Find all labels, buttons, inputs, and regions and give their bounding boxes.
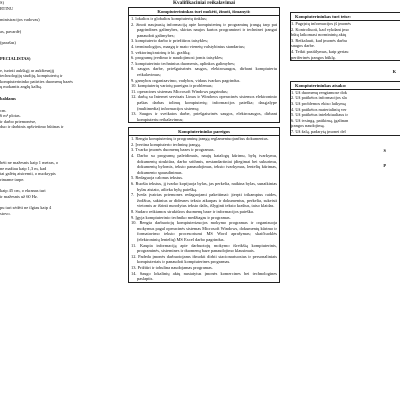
section-letter: K (392, 69, 396, 75)
left-column (0, 0, 120, 217)
spacer (0, 140, 120, 150)
page-title: Kvalifikaciniai reikalavimai (172, 0, 235, 6)
list-item: 6. Už tvsingą, patikimą, įgalinan (291, 117, 349, 123)
text-line: stovo. (0, 211, 11, 217)
text-line: (parašas) (0, 40, 16, 46)
duties-box (128, 127, 280, 282)
list-item: 10. kompiuterių variotų pareigas ir problemas; (131, 83, 213, 89)
list-item: 14. Saugo lokalinių aktų nustatytus įmonės komercines bei technologines paslaptis. (131, 270, 277, 282)
list-item: 11. operacines sistemas Microsoft Windows pagrindus; (131, 88, 228, 94)
spacer (290, 153, 400, 163)
list-item: 13. Prižiūri ir tobulina naudojamas programas. (131, 264, 213, 270)
text-line: ne mažiau kaip 1,3 m, kad (0, 165, 47, 171)
bold-line: baldams (0, 95, 16, 101)
list-item: 11. Kaupia informaciją apie darbuotojų mokymo išreikštą kompiuterinis, programinės, sistemines ir duomenų baze panaudojimo klausimais. (131, 242, 277, 254)
list-item: 9. Įgyja kompiuterinio techniko medžiagas ir programas. (131, 214, 231, 220)
list-item: 7. Įveda įvairias priemones redaguojami pakeitimai: įterpti trikampius raides, žodžius, sakinius ar didesnes teksto atkarpas ir dokumentus, perkelia, sukeisti vietomis ar išrinti nurodytus teksto dalis, išlyginti teksto kraštus, taiso klaidas. (131, 192, 277, 209)
text-line: technologijų studijų, kompiuterių ir (0, 73, 63, 79)
right-column (290, 0, 400, 169)
text-line: ir mažesnis už 60 Hz. (0, 193, 38, 199)
box-header: Kompiuterininkas atsako: (291, 82, 400, 90)
list-item: 12. Padeda įmonės darbuotojams išmokti dirbti stacionariuosius ir personaliniais kompiuteriais ir panaudoti kompiuterines programas. (131, 253, 277, 265)
section-letter: S (383, 147, 386, 153)
list-item: 2. Įvertina kompiuterio techninę įrangą. (131, 141, 201, 147)
list-item: 8. saugos darbe, priešgaisrinės saugos, elektrosaugos, dirbant kompiuteriu reikalavimus; (131, 66, 277, 77)
list-item: periferinės įrangos būklę. (291, 54, 336, 60)
list-item: saugos darbe. (291, 43, 315, 49)
list-item: 6. Ruošia tekstus, įį tvarko kopijuoja bylas, jas perkelia, naikina bylas, sunaikintas bylas atstato, atlieka bylų paiešką. (131, 181, 277, 192)
list-item: 4. Darbo su programų paleidimais, naujų katalogų kūrimu, bylų tvarkymu, dokumentų struktūra, darbo srithmis, nestandartiniai įdiegimai bei sukurimu, dokumentų bylomis, teksto panaudojimas, teksto tvarkymas, lentelių kūrimas, dokumento spausdinimas. (131, 153, 277, 175)
list-item: 3. Už problemos ekiso laikymą (291, 100, 346, 106)
rights-box (290, 12, 400, 61)
spacer (0, 130, 120, 140)
text-line: 6 m² plotas. (0, 113, 21, 119)
liability-box (290, 81, 400, 136)
list-item: 1. Už duomenų rengiamose dok (291, 89, 347, 95)
text-line: kompiuterininko patirties duomenų bazės (0, 78, 73, 84)
text-line: duo ir darbinis apšvietimo būtinas ir (0, 124, 64, 130)
text-line: as, pavardė) (0, 28, 22, 34)
section-letter: P (383, 163, 386, 169)
list-item: 10. Rengia darbuotojų kompiuterizuojos mokymo programas ir organizuoja mokymus pagal operacinės sistemas Microsoft Windows, dokumentų kūrimo ir formatavimo teksto procesoriumi MS Word aprašymas; skaičiuoklės (elektroninių lentelių) MS Excel darbo pagrindus. (131, 220, 277, 242)
list-item: 5. vektorinę/rastrinę ir kt. grafiką; (131, 49, 191, 55)
list-item: 3. kompiuterio darbo ir priežiūros taisykles; (131, 38, 209, 44)
list-item: 7. Už žalą, padarytą įmonei del (291, 128, 346, 134)
text-line: rimame tarpe. (0, 176, 25, 182)
spacer (290, 138, 400, 148)
list-item: 2. žinoti naujausią informaciją apie kompiuterinę ir programinę įrangą tarp pat pagrindines galimybes, skirtas naujos kartos programinei ir techninei įrangai panaudoti galimybes; (131, 21, 277, 38)
knowledge-box (128, 7, 280, 123)
text-line: ų mokantis anglų kalbą. (0, 84, 42, 90)
text-line: pu turi sėdėti ne ilgiau kaip 4 (0, 205, 52, 211)
box-header: Kompiuterininko pareigos (129, 128, 279, 136)
box-header: Kompiuterininkas turi teise: (291, 13, 400, 21)
list-item: 5. Už patikėtus intelektualiaus ir (291, 112, 348, 118)
text-line: kaip 45 cm, o ekranas turi (0, 188, 46, 194)
spacer (290, 0, 400, 6)
list-item: 6. programų įvedimo ir naudojimosi jomis taisykles; (131, 55, 224, 61)
text-line: cm. (0, 107, 7, 113)
list-item: 4. terminologijos, mazgų ir mato vienetų valstybinius standartus; (131, 43, 246, 49)
spacer (0, 150, 120, 160)
list-item: įrangos naudojimą. (291, 123, 325, 129)
spacer (0, 46, 120, 56)
text-line: e, turinti aukštąjį ar aukštesnįjį (0, 67, 55, 73)
list-item: 9. gamybos organizavimo, vadybos, vidaus tvarkos pagrindus. (131, 77, 241, 83)
text-line: RTINU (0, 5, 14, 11)
list-item: 12. darbą su Internet servisais Linux ir Windows operacinės sistemos elektroninio paštas darbas tolimų kompiuterių; informacijos paieška; dasąjalype (multimedia) informacijos sistemų; (131, 94, 277, 111)
list-item: 13. Saugos ir sveikatos darbe, priešgaisrinės saugos, elektrosaugos, dirbant kompiuteriu reikalavimus; (131, 111, 277, 122)
text-line: tai galėtų atsiremti, o nuokrypis (0, 171, 56, 177)
list-item: 1. Rengia kompiuterinę ir programinę įrangą reglamentuojančius dokumentus. (131, 136, 269, 142)
text-line: ministracijos vadovas) (0, 17, 40, 23)
box-header: Kompiuterininkas turi mokėti, žinoti, išmanyti: (129, 8, 279, 16)
list-item: 1. Pagrįstų informacijos įš įmonės (291, 21, 351, 26)
list-item: 2. Kontroliuoti, kad vykdant įmo (291, 26, 349, 32)
text-line: S) (0, 0, 4, 5)
list-item: būtų laikomasi normininių aktų (291, 32, 347, 38)
middle-column (128, 0, 280, 285)
list-item: 2. Už patikėtos informacijos sla (291, 95, 347, 101)
list-item: 8. Sudaro reikiamos struktūros duomenų baze ir informacijos paieška. (131, 209, 254, 214)
text-line: ir darbo priemonėse, (0, 118, 37, 124)
list-item: 7. kompiuterinio techninius duomenis, aplinkos galimybes; (131, 60, 236, 66)
list-item: 3. Tvarko įmonės duomenų bazes ir programas. (131, 147, 215, 153)
list-item: 4. Teikti pasiūlymus, kaip geriau (291, 48, 349, 54)
text-line: bėti ne mažesnis kaip 1 metras, o (0, 159, 59, 165)
list-item: 4. Už patikėtos materialinių ver (291, 106, 347, 112)
section-heading: PECIALISTAS) (0, 55, 31, 61)
list-item: 3. Reikalauti, kad įmonės darbu (291, 37, 347, 43)
list-item: 5. Redaguoja calonus tekstus. (131, 175, 184, 181)
list-item: 1. lokalios ir globalios kompiuterių tinklus; (131, 16, 208, 21)
